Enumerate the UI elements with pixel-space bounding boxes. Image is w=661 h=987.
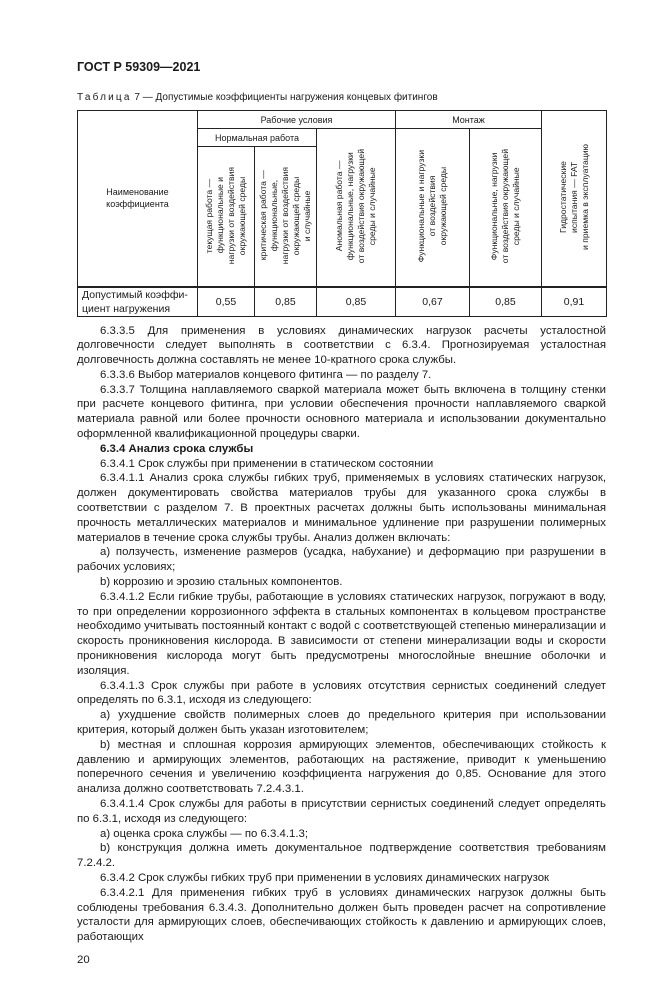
col-header-3: Аномальная работа — функциональные, нагрузки от воздействия окружающей среды и случайные [317,129,396,287]
load-factor-table [77,110,607,317]
paragraph: 6.3.4.1 Срок службы при применении в статическом состоянии [100,457,434,470]
paragraph: 6.3.4.1.1 Анализ срока службы гибких труб, применяемых в условиях статических нагрузок, должен документировать свойства материалов трубы для указанного срока службы в соответствии с разделом 7. В проектных расчетах должны быть использованы минимальная прочность металлических материалов и минимальное удлинение при разрушении полимерных материалов в течение срока службы трубы. Анализ должен включать: [77,472,606,544]
paragraph: 6.3.3.5 Для применения в условиях динамических нагрузок расчеты усталостной долговечности следует выполнять в соответствии с 6.3.4. Прогнозируемая усталостная долговечность должна составлять не менее 10-кратного срока службы. [77,324,606,367]
group-header-work: Рабочие условия [198,111,396,129]
value-cell: 0,91 [542,287,607,317]
paragraph: 6.3.4.2.1 Для применения гибких труб в условиях динамических нагрузок должны быть соблюдены требования 6.3.4.3. Дополнительно должен быть проведен расчет на сопротивление усталости для армирующих слоев, обеспечивающих стойкость к давлению и армирующих слоев, работающих [77,886,606,944]
paragraph: 6.3.4.1.4 Срок службы для работы в присутствии сернистых соединений следует определять по 6.3.1, исходя из следующего: [77,798,606,825]
paragraph: 6.3.4.1.3 Срок службы при работе в условиях отсутствия сернистых соединений следует определять по 6.3.1, исходя из следующего: [77,679,606,707]
list-item: a) ползучесть, изменение размеров (усадка, набухание) и деформацию при разрушении в рабочих условиях; [77,546,606,574]
col-header-5: Функциональные, нагрузки от воздействия окружающей среды и случайные [470,129,542,287]
row-name: Допустимый коэффи- циент нагружения [78,287,198,317]
list-item: b) конструкция должна иметь документальное подтверждение соответствия требованиям 7.2.4.2. [77,842,606,870]
table-caption [77,91,606,104]
body-text [77,324,606,945]
table-caption-label: Таблица [77,92,132,103]
list-item: a) оценка срока службы — по 6.3.4.1.3; [100,827,308,840]
list-item: b) коррозию и эрозию стальных компонентов. [100,576,343,589]
col-header-1: текущая работа — функциональные и нагрузки от воздействия окружающей среды [198,147,255,287]
paragraph: 6.3.4.2 Срок службы гибких труб при применении в условиях динамических нагрузок [100,871,550,884]
section-heading: 6.3.4 Анализ срока службы [100,442,254,455]
table-caption-title: 7 — Допустимые коэффициенты нагружения концевых фитингов [131,92,438,103]
value-cell: 0,85 [470,287,542,317]
paragraph: 6.3.3.7 Толщина наплавляемого сваркой материала может быть включена в толщину стенки при расчете концевого фитинга, при условии обеспечения прочности наплавляемого сваркой материала равной или более прочности основного материала и использовании документально оформленной квалификационной процедуры сварки. [77,383,606,441]
table-row [78,287,607,317]
value-cell: 0,55 [198,287,255,317]
page-number: 20 [77,953,90,966]
paragraph: 6.3.3.6 Выбор материалов концевого фитинга — по разделу 7. [100,368,432,381]
col-header-4: Функциональные и нагрузки от воздействия окружающей среды [396,129,470,287]
paragraph: 6.3.4.1.2 Если гибкие трубы, работающие в условиях статических нагрузок, погружают в воду, то при определении коррозионного эффекта в стальных компонентах в кольцевом пространстве необходимо учитывать постоянный контакт с водой с соответствующей степенью минерализации и скорость проникновения кислорода. В зависимости от степени минерализации воды и скорости проникновения кислорода могут быть предусмотрены многослойные внешние оболочки и изоляция. [77,590,606,677]
group-header-mount: Монтаж [396,111,542,129]
col-header-6: Гидростатические испытания — FAT и приемка в эксплуатацию [542,111,607,287]
group-header-normal: Нормальная работа [198,129,317,147]
col-header-name: Наименование коэффициента [78,111,198,287]
col-header-2: критическая работа — функциональные, нагрузки от воздействия окружающей среды и случайные [255,147,317,287]
value-cell: 0,67 [396,287,470,317]
list-item: b) местная и сплошная коррозия армирующих элементов, обеспечивающих стойкость к давлению и армирующих элементов, работающих на растяжение, приводит к уменьшению поперечного сечения и увеличению коэффициента нагружения до 0,85. Основание для этого анализа должно соответствовать 7.2.4.3.1. [77,738,606,796]
value-cell: 0,85 [317,287,396,317]
document-header: ГОСТ Р 59309—2021 [77,60,201,74]
list-item: a) ухудшение свойств полимерных слоев до предельного критерия при использовании критерия, который должен быть указан изготовителем; [77,709,606,737]
value-cell: 0,85 [255,287,317,317]
